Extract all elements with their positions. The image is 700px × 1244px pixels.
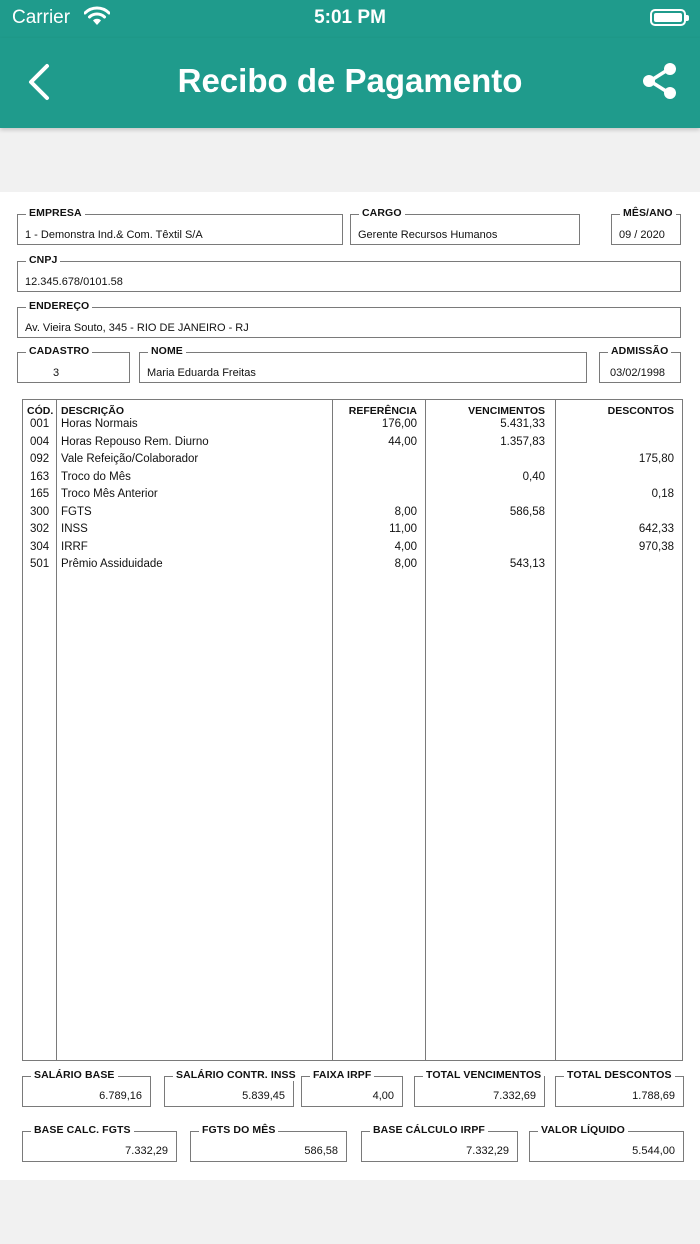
nome-label: NOME [148, 345, 186, 357]
share-button[interactable] [638, 60, 682, 104]
clock: 5:01 PM [314, 7, 386, 28]
cell-vencimentos: 586,58 [509, 505, 545, 518]
cell-cod: 501 [30, 558, 50, 570]
navigation-bar [0, 38, 700, 128]
salario-contr-inss-field [164, 1069, 296, 1107]
header-referencia: REFERÊNCIA [348, 405, 417, 417]
cell-descricao: Prêmio Assiduidade [61, 558, 163, 570]
cell-descricao: Horas Repouso Rem. Diurno [61, 435, 209, 448]
endereco-label: ENDEREÇO [26, 300, 92, 312]
cell-cod: 300 [30, 505, 50, 518]
mes-ano-label: MÊS/ANO [620, 207, 676, 219]
mes-ano-field [611, 207, 681, 245]
salario-base-field [22, 1069, 151, 1107]
header-descricao: DESCRIÇÃO [61, 405, 125, 417]
table-row [23, 471, 682, 488]
cell-descricao: FGTS [61, 505, 92, 518]
base-calculo-irpf-field [361, 1124, 518, 1162]
payslip-document[interactable] [0, 192, 700, 1180]
mes-ano-value: 09 / 2020 [619, 229, 665, 241]
table-row [23, 506, 682, 523]
total-vencimentos-label: TOTAL VENCIMENTOS [423, 1069, 544, 1081]
endereco-field [17, 300, 681, 338]
cell-referencia: 8,00 [394, 558, 417, 570]
cell-cod: 302 [30, 523, 50, 535]
faixa-irpf-label: FAIXA IRPF [310, 1069, 374, 1081]
cargo-label: CARGO [359, 207, 405, 219]
cell-descontos: 175,80 [638, 453, 674, 465]
faixa-irpf-value: 4,00 [372, 1090, 394, 1102]
salario-contr-inss-label: SALÁRIO CONTR. INSS [173, 1069, 299, 1081]
base-calculo-irpf-value: 7.332,29 [466, 1145, 509, 1157]
header-cod: CÓD. [27, 405, 54, 417]
total-descontos-value: 1.788,69 [632, 1090, 675, 1102]
cell-referencia: 176,00 [381, 418, 417, 430]
cell-descricao: Troco Mês Anterior [61, 488, 158, 500]
cell-descricao: Troco do Mês [61, 470, 131, 483]
valor-liquido-label: VALOR LÍQUIDO [538, 1124, 628, 1136]
base-calc-fgts-value: 7.332,29 [125, 1145, 168, 1157]
faixa-irpf-field [301, 1069, 403, 1107]
status-bar [0, 0, 700, 38]
salario-base-label: SALÁRIO BASE [31, 1069, 118, 1081]
page-title: Recibo de Pagamento [177, 62, 523, 99]
cell-vencimentos: 5.431,33 [500, 418, 545, 430]
base-calc-fgts-field [22, 1124, 177, 1162]
cell-cod: 001 [30, 418, 50, 430]
table-row [23, 418, 682, 435]
empresa-value: 1 - Demonstra Ind.& Com. Têxtil S/A [25, 229, 203, 241]
cell-descontos: 970,38 [638, 540, 674, 553]
empresa-field [17, 207, 343, 245]
cell-cod: 165 [30, 488, 50, 500]
cell-descricao: Vale Refeição/Colaborador [61, 453, 199, 465]
header-descontos: DESCONTOS [607, 405, 674, 417]
cnpj-label: CNPJ [26, 254, 60, 266]
cnpj-field [17, 254, 681, 292]
total-descontos-label: TOTAL DESCONTOS [564, 1069, 675, 1081]
cell-referencia: 4,00 [394, 540, 417, 553]
table-row [23, 523, 682, 540]
share-icon [638, 60, 682, 104]
carrier-label: Carrier [12, 7, 71, 28]
cadastro-value: 3 [53, 367, 60, 379]
salario-base-value: 6.789,16 [99, 1090, 142, 1102]
cnpj-value: 12.345.678/0101.58 [25, 276, 123, 288]
total-descontos-field [555, 1069, 684, 1107]
cell-vencimentos: 1.357,83 [500, 435, 545, 448]
base-calculo-irpf-label: BASE CÁLCULO IRPF [370, 1124, 488, 1136]
cell-cod: 092 [30, 453, 50, 465]
admissao-field [599, 345, 681, 383]
table-row [23, 541, 682, 558]
payslip-items-table [22, 399, 683, 1061]
cell-descricao: Horas Normais [61, 418, 138, 430]
table-row [23, 558, 682, 575]
total-vencimentos-field [414, 1069, 545, 1107]
cell-cod: 304 [30, 540, 50, 553]
cell-descontos: 642,33 [638, 523, 674, 535]
cell-referencia: 44,00 [388, 435, 417, 448]
cell-referencia: 11,00 [389, 523, 417, 535]
table-row [23, 453, 682, 470]
cell-descricao: INSS [61, 523, 88, 535]
cargo-field [350, 207, 580, 245]
cell-vencimentos: 543,13 [509, 558, 545, 570]
total-vencimentos-value: 7.332,69 [493, 1090, 536, 1102]
table-row [23, 436, 682, 453]
empresa-label: EMPRESA [26, 207, 85, 219]
cell-cod: 163 [30, 470, 50, 483]
endereco-value: Av. Vieira Souto, 345 - RIO DE JANEIRO - RJ [25, 322, 249, 334]
nome-field [139, 345, 587, 383]
fgts-do-mes-field [190, 1124, 347, 1162]
cell-vencimentos: 0,40 [522, 470, 545, 483]
admissao-value: 03/02/1998 [610, 367, 666, 379]
cell-cod: 004 [30, 435, 50, 448]
cadastro-label: CADASTRO [26, 345, 92, 357]
fgts-do-mes-label: FGTS DO MÊS [199, 1124, 278, 1136]
valor-liquido-field [529, 1124, 684, 1162]
fgts-do-mes-value: 586,58 [304, 1145, 338, 1157]
nome-value: Maria Eduarda Freitas [147, 367, 256, 379]
table-row [23, 488, 682, 505]
base-calc-fgts-label: BASE CALC. FGTS [31, 1124, 134, 1136]
cargo-value: Gerente Recursos Humanos [358, 229, 498, 241]
admissao-label: ADMISSÃO [608, 345, 671, 357]
header-vencimentos: VENCIMENTOS [468, 405, 545, 417]
cadastro-field [17, 345, 130, 383]
salario-contr-inss-value: 5.839,45 [242, 1090, 285, 1102]
cell-descricao: IRRF [61, 540, 88, 553]
battery-icon [650, 9, 686, 26]
valor-liquido-value: 5.544,00 [632, 1145, 675, 1157]
cell-referencia: 8,00 [394, 505, 417, 518]
cell-descontos: 0,18 [651, 488, 674, 500]
